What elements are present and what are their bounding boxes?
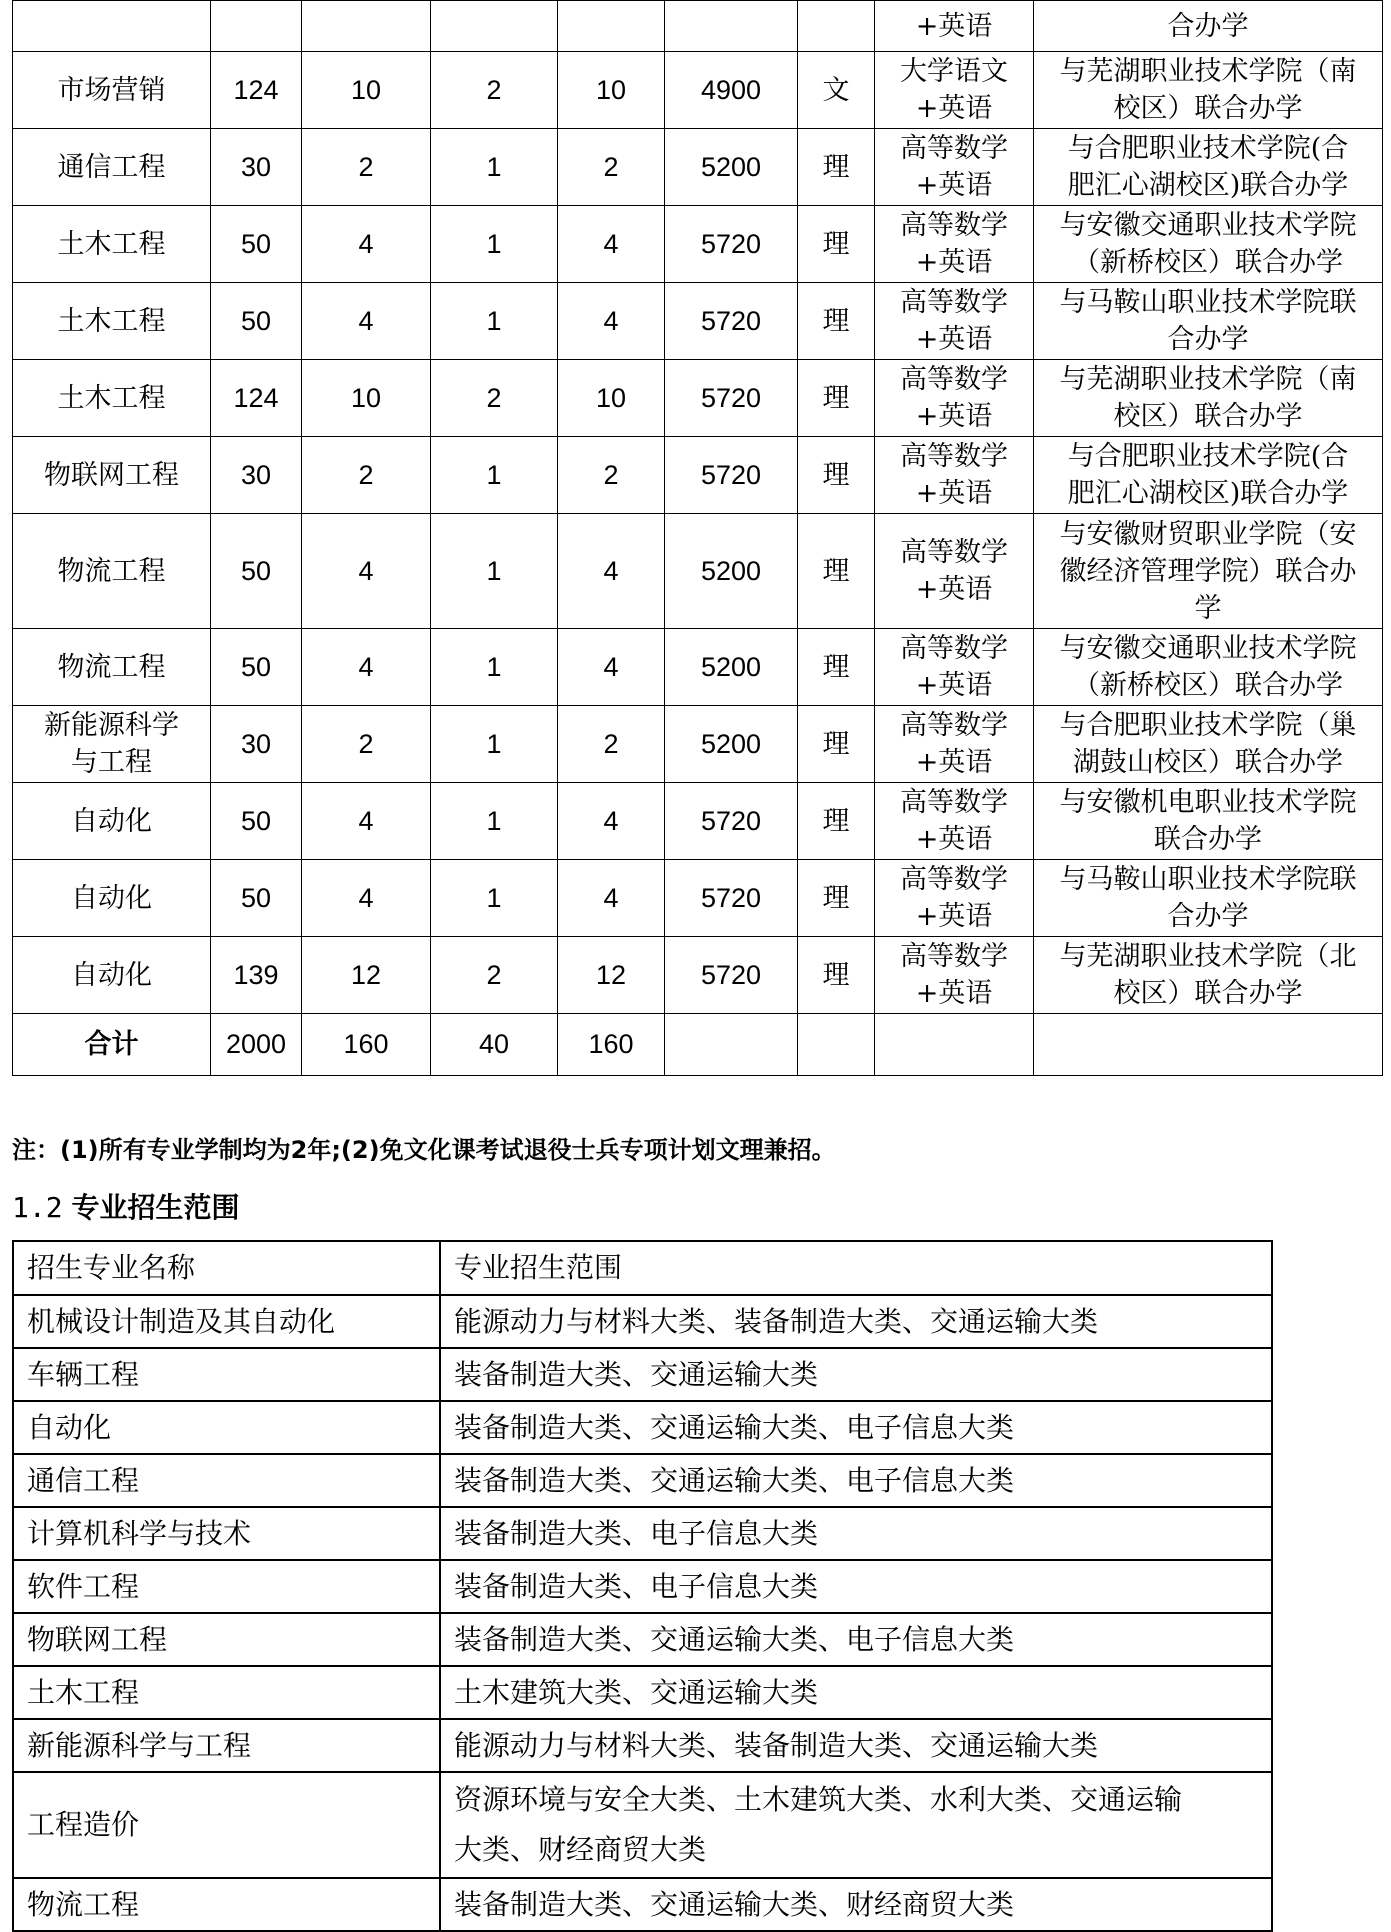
subject-cell: [875, 437, 1034, 514]
count-cell: 1: [431, 706, 558, 783]
plan-cell: [211, 1, 302, 52]
major-name-cell: 物流工程: [13, 1878, 440, 1931]
cell-line: 与马鞍山职业技术学院联: [1059, 864, 1357, 895]
school-cell: [1034, 206, 1383, 283]
empty-cell: [665, 1014, 798, 1076]
table-row: [13, 1454, 1272, 1507]
plan-cell: 50: [211, 514, 302, 629]
scope-table-body: [13, 1241, 1272, 1931]
empty-cell: [875, 1014, 1034, 1076]
count-cell: 10: [558, 360, 665, 437]
count-cell: 10: [302, 360, 431, 437]
plan-cell: 139: [211, 937, 302, 1014]
cell-line: 与芜湖职业技术学院（南: [1059, 364, 1357, 395]
category-cell: 理: [798, 360, 875, 437]
school-cell: [1034, 437, 1383, 514]
major-name-cell: 新能源科学与工程: [13, 1719, 440, 1772]
cell-line: 高等数学: [900, 941, 1008, 972]
scope-line: 大类、财经商贸大类: [454, 1833, 707, 1866]
category-cell: 理: [798, 629, 875, 706]
table-row: [13, 129, 1383, 206]
cell-line: 合办学: [1167, 324, 1249, 355]
major-name-cell: 物联网工程: [13, 1613, 440, 1666]
major-name-cell: 土木工程: [13, 1666, 440, 1719]
total-count: 160: [302, 1014, 431, 1076]
enrollment-plan-table: [12, 0, 1383, 1076]
subject-cell: [875, 860, 1034, 937]
total-row: [13, 1014, 1383, 1076]
count-cell: 4: [558, 783, 665, 860]
scope-line: 资源环境与安全大类、土木建筑大类、水利大类、交通运输: [454, 1783, 1183, 1816]
count-cell: 4: [302, 629, 431, 706]
subject-cell: [875, 937, 1034, 1014]
major-cell: [13, 437, 211, 514]
scope-line: 装备制造大类、交通运输大类: [454, 1357, 819, 1391]
cell-line: 校区）联合办学: [1113, 401, 1303, 432]
plan-cell: 50: [211, 629, 302, 706]
cell-line: 自动化: [71, 959, 152, 991]
subject-cell: [875, 783, 1034, 860]
count-cell: [431, 1, 558, 52]
count-cell: 10: [302, 52, 431, 129]
cell-line: 市场营销: [57, 74, 166, 106]
subject-cell: [875, 129, 1034, 206]
tuition-cell: 5200: [665, 129, 798, 206]
count-cell: 10: [558, 52, 665, 129]
enrollment-plan-body: [13, 1, 1383, 1076]
cell-line: 高等数学: [900, 210, 1008, 241]
cell-line: +英语: [915, 901, 993, 932]
cell-line: 土木工程: [57, 305, 166, 337]
cell-line: 新能源科学: [44, 710, 179, 741]
cell-line: 校区）联合办学: [1113, 978, 1303, 1009]
cell-line: 高等数学: [900, 787, 1008, 818]
tuition-cell: 5200: [665, 706, 798, 783]
scope-line: 装备制造大类、电子信息大类: [454, 1569, 819, 1603]
cell-line: 与芜湖职业技术学院（南: [1059, 56, 1357, 87]
scope-line: 装备制造大类、交通运输大类、电子信息大类: [454, 1410, 1015, 1444]
plan-cell: 30: [211, 706, 302, 783]
school-cell: [1034, 514, 1383, 629]
tuition-cell: 5720: [665, 206, 798, 283]
count-cell: 4: [302, 283, 431, 360]
table-note: 注：(1)所有专业学制均为2年;(2)免文化课考试退役士兵专项计划文理兼招。: [12, 1136, 836, 1164]
major-cell: [13, 1, 211, 52]
cell-line: （新桥校区）联合办学: [1073, 247, 1343, 278]
cell-line: 与芜湖职业技术学院（北: [1059, 941, 1357, 972]
empty-cell: [1034, 1014, 1383, 1076]
school-cell: [1034, 706, 1383, 783]
table-row: [13, 437, 1383, 514]
table-row: [13, 1719, 1272, 1772]
section-number: 1.2: [12, 1191, 63, 1224]
cell-line: 高等数学: [900, 864, 1008, 895]
count-cell: 1: [431, 514, 558, 629]
plan-cell: 124: [211, 360, 302, 437]
school-cell: [1034, 629, 1383, 706]
count-cell: 4: [558, 283, 665, 360]
count-cell: 1: [431, 283, 558, 360]
table-row: [13, 1772, 1272, 1878]
count-cell: 4: [302, 206, 431, 283]
count-cell: [558, 1, 665, 52]
cell-line: 高等数学: [900, 441, 1008, 472]
table-row: [13, 1560, 1272, 1613]
tuition-cell: 5720: [665, 360, 798, 437]
count-cell: [302, 1, 431, 52]
category-cell: [798, 1, 875, 52]
table-row: [13, 1507, 1272, 1560]
total-plan: 2000: [211, 1014, 302, 1076]
major-cell: [13, 514, 211, 629]
count-cell: 2: [302, 437, 431, 514]
scope-cell: [440, 1507, 1272, 1560]
count-cell: 2: [558, 437, 665, 514]
scope-line: 装备制造大类、交通运输大类、电子信息大类: [454, 1463, 1015, 1497]
scope-cell: [440, 1401, 1272, 1454]
table-row: [13, 1666, 1272, 1719]
subject-cell: [875, 514, 1034, 629]
subject-cell: +英语: [875, 1, 1034, 52]
school-cell: [1034, 360, 1383, 437]
cell-line: 校区）联合办学: [1113, 93, 1303, 124]
cell-line: 物流工程: [57, 651, 166, 683]
scope-cell: [440, 1295, 1272, 1348]
scope-line: 能源动力与材料大类、装备制造大类、交通运输大类: [454, 1304, 1099, 1338]
scope-cell: [440, 1348, 1272, 1401]
count-cell: 4: [558, 629, 665, 706]
major-cell: [13, 706, 211, 783]
scope-cell: [440, 1454, 1272, 1507]
tuition-cell: 5720: [665, 860, 798, 937]
count-cell: 2: [431, 937, 558, 1014]
table-row: [13, 1878, 1272, 1931]
subject-cell: [875, 706, 1034, 783]
cell-line: +英语: [915, 478, 993, 509]
plan-cell: 50: [211, 206, 302, 283]
cell-line: 自动化: [71, 882, 152, 914]
scope-line: 能源动力与材料大类、装备制造大类、交通运输大类: [454, 1728, 1099, 1762]
school-cell: 合办学: [1034, 1, 1383, 52]
plan-cell: 50: [211, 783, 302, 860]
count-cell: 2: [302, 129, 431, 206]
scope-table: [12, 1240, 1273, 1932]
tuition-cell: 5720: [665, 783, 798, 860]
cell-line: 高等数学: [900, 364, 1008, 395]
cell-line: +英语: [915, 247, 993, 278]
scope-line: 装备制造大类、交通运输大类、财经商贸大类: [454, 1887, 1015, 1921]
count-cell: 1: [431, 629, 558, 706]
table-row: [13, 206, 1383, 283]
cell-line: 与工程: [71, 747, 152, 778]
cell-line: 物联网工程: [44, 459, 179, 491]
plan-cell: 50: [211, 283, 302, 360]
cell-line: 高等数学: [900, 710, 1008, 741]
count-cell: 4: [558, 860, 665, 937]
count-cell: 12: [558, 937, 665, 1014]
count-cell: 1: [431, 860, 558, 937]
subject-cell: [875, 629, 1034, 706]
scope-cell: [440, 1613, 1272, 1666]
total-count: 160: [558, 1014, 665, 1076]
major-name-cell: 工程造价: [13, 1772, 440, 1878]
school-cell: [1034, 860, 1383, 937]
count-cell: 4: [302, 783, 431, 860]
tuition-cell: 4900: [665, 52, 798, 129]
count-cell: 1: [431, 129, 558, 206]
scope-line: 装备制造大类、交通运输大类、电子信息大类: [454, 1622, 1015, 1656]
category-cell: 理: [798, 206, 875, 283]
major-cell: [13, 283, 211, 360]
tuition-cell: [665, 1, 798, 52]
tuition-cell: 5200: [665, 514, 798, 629]
plan-cell: 50: [211, 860, 302, 937]
cell-line: 与安徽机电职业技术学院: [1059, 787, 1357, 818]
cell-line: 与安徽交通职业技术学院: [1059, 210, 1357, 241]
cell-line: 土木工程: [57, 228, 166, 260]
major-name-cell: 软件工程: [13, 1560, 440, 1613]
category-cell: 理: [798, 129, 875, 206]
major-cell: [13, 937, 211, 1014]
major-name-cell: 通信工程: [13, 1454, 440, 1507]
cell-line: +英语: [915, 670, 993, 701]
scope-table-header: [13, 1241, 1272, 1295]
cell-line: 物流工程: [57, 555, 166, 587]
table-row: [13, 283, 1383, 360]
count-cell: 12: [302, 937, 431, 1014]
category-cell: 理: [798, 937, 875, 1014]
count-cell: 2: [431, 52, 558, 129]
school-cell: [1034, 937, 1383, 1014]
subject-cell: [875, 206, 1034, 283]
cell-line: 湖鼓山校区）联合办学: [1073, 747, 1343, 778]
table-row: [13, 514, 1383, 629]
cell-line: 自动化: [71, 805, 152, 837]
category-cell: 理: [798, 706, 875, 783]
major-name-cell: 自动化: [13, 1401, 440, 1454]
major-name-cell: 车辆工程: [13, 1348, 440, 1401]
category-cell: 理: [798, 783, 875, 860]
plan-cell: 30: [211, 437, 302, 514]
count-cell: 2: [302, 706, 431, 783]
table-row: [13, 860, 1383, 937]
scope-cell: [440, 1666, 1272, 1719]
major-name-cell: 计算机科学与技术: [13, 1507, 440, 1560]
cell-line: 与合肥职业技术学院（巢: [1059, 710, 1357, 741]
count-cell: 4: [558, 514, 665, 629]
table-row: [13, 1401, 1272, 1454]
cell-line: 与合肥职业技术学院(合: [1067, 441, 1349, 472]
header-major: 招生专业名称: [13, 1241, 440, 1295]
table-row: [13, 783, 1383, 860]
total-label: 合计: [13, 1014, 211, 1076]
count-cell: 1: [431, 783, 558, 860]
cell-line: 合办学: [1167, 901, 1249, 932]
category-cell: 文: [798, 52, 875, 129]
cell-line: +英语: [915, 170, 993, 201]
cell-line: +英语: [915, 574, 993, 605]
table-row-partial: [13, 1, 1383, 52]
cell-line: 与马鞍山职业技术学院联: [1059, 287, 1357, 318]
table-row: [13, 360, 1383, 437]
school-cell: [1034, 52, 1383, 129]
cell-line: 通信工程: [57, 151, 166, 183]
table-row: [13, 52, 1383, 129]
cell-line: 肥汇心湖校区)联合办学: [1067, 170, 1349, 201]
cell-line: +英语: [915, 824, 993, 855]
section-heading: [12, 1186, 240, 1226]
major-cell: [13, 129, 211, 206]
category-cell: 理: [798, 283, 875, 360]
cell-line: 高等数学: [900, 133, 1008, 164]
cell-line: 土木工程: [57, 382, 166, 414]
count-cell: 4: [302, 514, 431, 629]
school-cell: [1034, 783, 1383, 860]
major-cell: [13, 629, 211, 706]
total-count: 40: [431, 1014, 558, 1076]
tuition-cell: 5720: [665, 283, 798, 360]
school-cell: [1034, 283, 1383, 360]
cell-line: +英语: [915, 401, 993, 432]
cell-line: 肥汇心湖校区)联合办学: [1067, 478, 1349, 509]
table-row: [13, 706, 1383, 783]
cell-line: 与合肥职业技术学院(合: [1067, 133, 1349, 164]
cell-line: 学: [1194, 592, 1222, 624]
cell-line: （新桥校区）联合办学: [1073, 670, 1343, 701]
cell-line: 高等数学: [900, 537, 1008, 568]
subject-cell: [875, 283, 1034, 360]
scope-cell: [440, 1878, 1272, 1931]
table-row: [13, 629, 1383, 706]
subject-cell: [875, 360, 1034, 437]
count-cell: 4: [302, 860, 431, 937]
empty-cell: [798, 1014, 875, 1076]
cell-line: 联合办学: [1154, 824, 1262, 855]
section-title: 专业招生范围: [71, 1191, 240, 1224]
cell-line: 与安徽财贸职业学院（安: [1059, 518, 1357, 550]
cell-line: +英语: [915, 93, 993, 124]
major-cell: [13, 52, 211, 129]
cell-line: +英语: [915, 747, 993, 778]
cell-line: 徽经济管理学院）联合办: [1059, 555, 1357, 587]
count-cell: 4: [558, 206, 665, 283]
major-cell: [13, 206, 211, 283]
cell-line: 大学语文: [900, 56, 1008, 87]
major-cell: [13, 860, 211, 937]
plan-cell: 124: [211, 52, 302, 129]
header-scope: 专业招生范围: [440, 1241, 1272, 1295]
scope-cell: [440, 1719, 1272, 1772]
tuition-cell: 5200: [665, 629, 798, 706]
count-cell: 2: [558, 129, 665, 206]
cell-line: +英语: [915, 324, 993, 355]
cell-line: +英语: [915, 978, 993, 1009]
major-cell: [13, 783, 211, 860]
category-cell: 理: [798, 437, 875, 514]
count-cell: 1: [431, 437, 558, 514]
cell-line: 高等数学: [900, 633, 1008, 664]
count-cell: 2: [558, 706, 665, 783]
category-cell: 理: [798, 514, 875, 629]
count-cell: 2: [431, 360, 558, 437]
table-row: [13, 1348, 1272, 1401]
scope-cell: [440, 1772, 1272, 1878]
category-cell: 理: [798, 860, 875, 937]
cell-line: 高等数学: [900, 287, 1008, 318]
school-cell: [1034, 129, 1383, 206]
tuition-cell: 5720: [665, 437, 798, 514]
table-row: [13, 937, 1383, 1014]
subject-cell: [875, 52, 1034, 129]
tuition-cell: 5720: [665, 937, 798, 1014]
table-row: [13, 1613, 1272, 1666]
scope-cell: [440, 1560, 1272, 1613]
plan-cell: 30: [211, 129, 302, 206]
major-cell: [13, 360, 211, 437]
cell-line: 与安徽交通职业技术学院: [1059, 633, 1357, 664]
count-cell: 1: [431, 206, 558, 283]
major-name-cell: 机械设计制造及其自动化: [13, 1295, 440, 1348]
table-row: [13, 1295, 1272, 1348]
scope-line: 土木建筑大类、交通运输大类: [454, 1675, 819, 1709]
scope-line: 装备制造大类、电子信息大类: [454, 1516, 819, 1550]
